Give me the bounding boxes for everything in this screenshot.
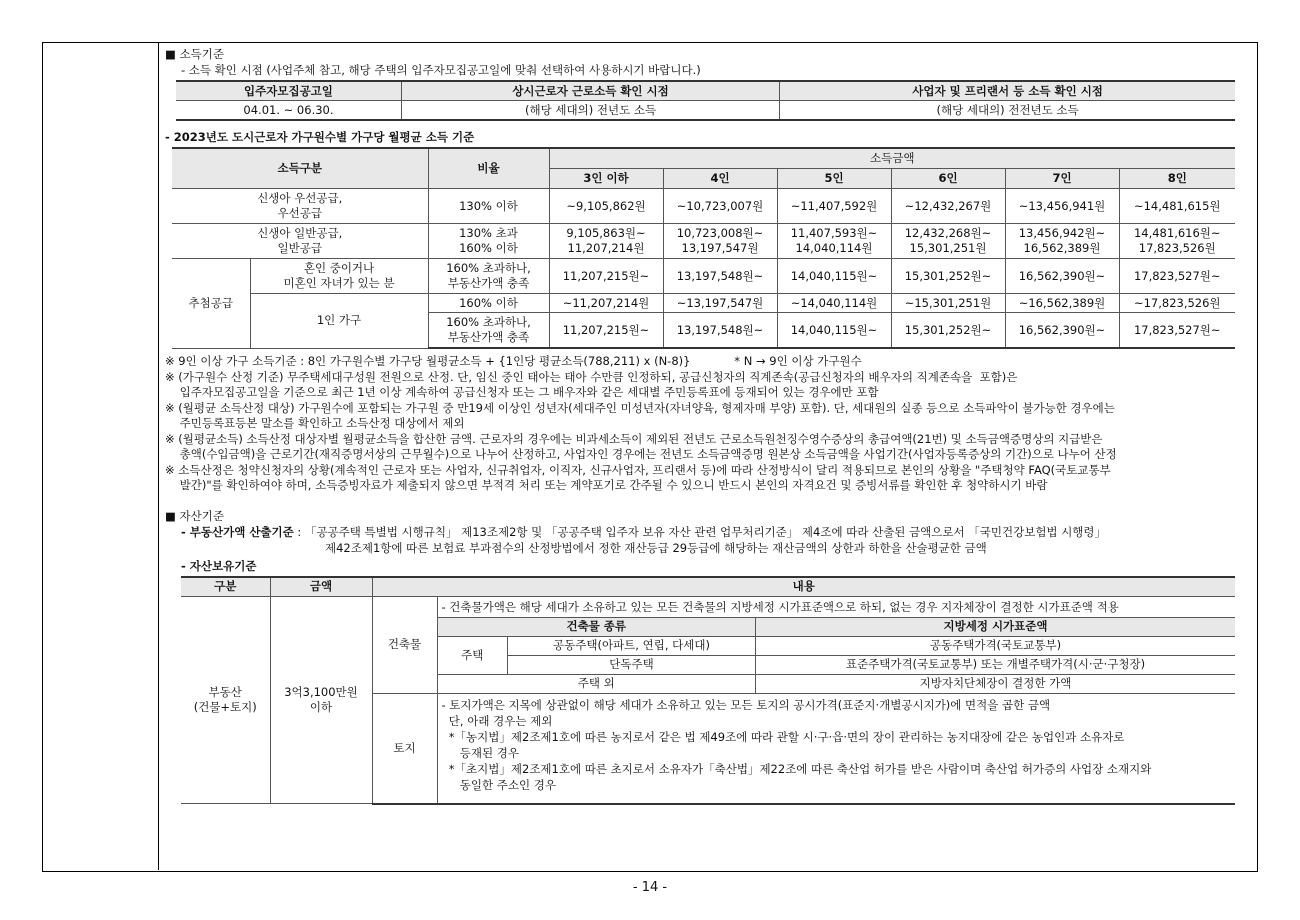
table-cell: 표준주택가격(국토교통부) 또는 개별주택가격(시·군·구청장) (756, 655, 1236, 674)
table-cell: ~11,207,214원 (549, 294, 663, 313)
timing-cell-business: (해당 세대의) 전전년도 소득 (780, 101, 1235, 121)
header-col-6: 6인 (891, 169, 1005, 189)
timing-header-business: 사업자 및 프리랜서 등 소득 확인 시점 (780, 81, 1235, 101)
row-priority-category: 신생아 우선공급, 우선공급 (172, 189, 428, 224)
note-line: ※ (가구원수 산정 기준) 무주택세대구성원 전원으로 산정. 단, 임신 중인 태아는 태아 수만큼 인정하되, 공급신청자의 직계존속(공급신청자의 배우자의 직계존속을 포함)은 (165, 369, 1018, 384)
note-line: ※ 소득산정은 청약신청자의 상황(계속적인 근로자 또는 사업자, 신규취업자, 이직자, 신규사업자, 프리랜서 등)에 따라 산정방식이 달리 적용되므로 본인의 상황을 "주택청약 FAQ(국토교통부 (165, 462, 1111, 477)
left-margin-divider (158, 42, 159, 870)
table-cell: 15,301,252원~ (891, 313, 1005, 349)
income-table-title: - 2023년도 도시근로자 가구원수별 가구당 월평균 소득 기준 (165, 130, 475, 144)
row-lottery-single: 1인 가구 (250, 294, 428, 349)
timing-cell-employee: (해당 세대의) 전년도 소득 (401, 101, 779, 121)
table-cell: 14,040,115원~ (777, 259, 891, 294)
asset-land-content (437, 693, 1235, 804)
table-cell: 14,481,616원~ 17,823,526원 (1119, 224, 1235, 259)
table-cell: ~12,432,267원 (891, 189, 1005, 224)
table-cell: 11,207,215원~ (549, 313, 663, 349)
income-timing-table (176, 80, 1235, 121)
table-cell: ~13,456,941원 (1005, 189, 1119, 224)
table-cell: 13,197,548원~ (663, 313, 777, 349)
table-cell: 주택 외 (438, 674, 756, 693)
header-col-5: 5인 (777, 169, 891, 189)
table-cell: ~14,040,114원 (777, 294, 891, 313)
header-col-7: 7인 (1005, 169, 1119, 189)
asset-header-category: 구분 (181, 577, 270, 597)
table-cell: ~11,407,592원 (777, 189, 891, 224)
note-line: ※ 9인 이상 가구 소득기준 : 8인 가구원수별 가구당 월평균소득 + {1인당 평균소득(788,211) x (N-8)} * N → 9인 이상 가구원수 (165, 354, 862, 368)
asset-hold-title: - 자산보유기준 (181, 558, 257, 573)
row-lottery-single-ratio2: 160% 초과하나, 부동산가액 충족 (428, 313, 549, 349)
income-timing-note: - 소득 확인 시점 (사업주체 참고, 해당 주택의 입주자모집공고일에 맞춰 선택하여 사용하시기 바랍니다.) (181, 63, 701, 77)
table-cell: 10,723,008원~ 13,197,547원 (663, 224, 777, 259)
table-cell: 11,407,593원~ 14,040,114원 (777, 224, 891, 259)
table-cell: 16,562,390원~ (1005, 259, 1119, 294)
row-lottery-category: 추첨공급 (172, 259, 250, 349)
header-income-amount: 소득금액 (549, 148, 1235, 169)
row-priority-ratio: 130% 이하 (428, 189, 549, 224)
asset-building-content (437, 596, 1235, 693)
row-lottery-single-ratio: 160% 이하 (428, 294, 549, 313)
note-line: 발간)"를 확인하여야 하며, 소득증빙자료가 제출되지 않으면 부적격 처리 또는 계약포기로 간주될 수 있으니 반드시 본인의 자격요건 및 증빙서류를 확인한 후 청약하시기 바람 (165, 478, 1048, 492)
land-line: - 토지가액은 지목에 상관없이 해당 세대가 소유하고 있는 모든 토지의 공시가격(표준지·개별공시지가)에 면적을 곱한 금액 (441, 697, 1051, 712)
table-cell: 12,432,268원~ 15,301,251원 (891, 224, 1005, 259)
asset-land-label: 토지 (372, 693, 437, 804)
header-col-8: 8인 (1119, 169, 1235, 189)
table-cell: 17,823,527원~ (1119, 313, 1235, 349)
header-col-4: 4인 (663, 169, 777, 189)
asset-category: 부동산 (건물+토지) (181, 596, 270, 804)
inner-house-label: 주택 (438, 636, 508, 674)
table-cell: 공동주택가격(국토교통부) (756, 636, 1236, 655)
timing-cell-period: 04.01. ~ 06.30. (176, 101, 401, 121)
asset-standard-table (181, 576, 1235, 805)
table-cell: 13,456,942원~ 16,562,389원 (1005, 224, 1119, 259)
table-cell: ~17,823,526원 (1119, 294, 1235, 313)
note-line: 총액(수입금액)을 근로기간(재직증명서상의 근무월수)으로 나누어 산정하고, 사업자인 경우에는 전년도 소득금액증명 원본상 소득금액을 사업기간(사업자등록증상의 기간)으로 나누어 산정 (165, 447, 1117, 461)
table-cell: ~14,481,615원 (1119, 189, 1235, 224)
row-general-category: 신생아 일반공급, 일반공급 (172, 224, 428, 259)
page-number: - 14 - (632, 880, 668, 895)
land-line: 동일한 주소인 경우 (441, 777, 556, 792)
table-cell: 15,301,252원~ (891, 259, 1005, 294)
table-cell: ~16,562,389원 (1005, 294, 1119, 313)
timing-header-employee: 상시근로자 근로소득 확인 시점 (401, 81, 779, 101)
inner-header-value: 지방세정 시가표준액 (756, 617, 1236, 636)
header-col-3: 3인 이하 (549, 169, 663, 189)
table-cell: 17,823,527원~ (1119, 259, 1235, 294)
table-cell: 지방자치단체장이 결정한 가액 (756, 674, 1236, 693)
note-line: 입주자모집공고일을 기준으로 최근 1년 이상 계속하여 공급신청자 또는 그 배우자와 같은 세대별 주민등록표에 등재되어 있는 경우에만 포함 (165, 385, 879, 399)
land-line: *「농지법」제2조제1호에 따른 농지로서 같은 법 제49조에 따라 관할 시·구·읍·면의 장이 관리하는 농지대장에 같은 농업인과 소유자로 (441, 729, 1125, 744)
table-cell: 단독주택 (508, 655, 756, 674)
asset-header-amount: 금액 (270, 577, 372, 597)
building-desc: - 건축물가액은 해당 세대가 소유하고 있는 모든 건축물의 지방세정 시가표준액으로 하되, 없는 경우 지자체장이 결정한 시가표준액 적용 (441, 599, 1119, 614)
income-heading: ■ 소득기준 (165, 47, 224, 61)
table-cell: 11,207,215원~ (549, 259, 663, 294)
table-cell: 13,197,548원~ (663, 259, 777, 294)
land-line: 단, 아래 경우는 제외 (441, 713, 553, 728)
asset-amount: 3억3,100만원 이하 (270, 596, 372, 804)
timing-header-announcement: 입주자모집공고일 (176, 81, 401, 101)
note-line: ※ (월평균소득) 소득산정 대상자별 월평균소득을 합산한 금액. 근로자의 경우에는 비과세소득이 제외된 전년도 근로소득원천징수영수증상의 총급여액(21번) 및 소득금액증명상의 지급받은 (165, 431, 1103, 446)
table-cell: ~9,105,862원 (549, 189, 663, 224)
table-cell: 14,040,115원~ (777, 313, 891, 349)
land-line: *「초지법」제2조제1호에 따른 초지로서 소유자가「축산법」제22조에 따른 축산업 허가를 받은 사람이며 축산업 허가증의 사업장 소재지와 (441, 761, 1152, 776)
row-lottery-married-ratio: 160% 초과하나, 부동산가액 충족 (428, 259, 549, 294)
asset-calc-line2: 제42조제1항에 따른 보험료 부과점수의 산정방법에서 정한 재산등급 29등급에 해당하는 재산금액의 상한과 하한을 산술평균한 금액 (325, 540, 987, 555)
inner-header-type: 건축물 종류 (438, 617, 756, 636)
table-cell: ~10,723,007원 (663, 189, 777, 224)
note-line: 주민등록표등본 말소를 확인하고 소득산정 대상에서 제외 (165, 416, 465, 430)
document-content (165, 46, 1245, 805)
land-line: 등재된 경우 (441, 745, 519, 760)
table-cell: ~15,301,251원 (891, 294, 1005, 313)
income-notes (165, 354, 1245, 494)
asset-building-label: 건축물 (372, 596, 437, 693)
table-cell: 16,562,390원~ (1005, 313, 1119, 349)
row-lottery-married: 혼인 중이거나 미혼인 자녀가 있는 분 (250, 259, 428, 294)
table-cell: ~13,197,547원 (663, 294, 777, 313)
asset-heading: ■ 자산기준 (165, 508, 224, 523)
header-ratio: 비율 (428, 148, 549, 189)
table-cell: 9,105,863원~ 11,207,214원 (549, 224, 663, 259)
note-line: ※ (월평균 소득산정 대상) 가구원수에 포함되는 가구원 중 만19세 이상인 성년자(세대주인 미성년자(자녀양육, 형제자매 부양) 포함). 단, 세대원의 실종 등으로 소득파악이 불가능한 경우에는 (165, 400, 1115, 415)
asset-calc-line1: - 부동산가액 산출기준 : 「공공주택 특별법 시행규칙」 제13조제2항 및 「공공주택 입주자 보유 자산 관련 업무처리기준」 제4조에 따라 산출된 금액으로서 「국민건강보험법 시행령」 (181, 524, 1107, 539)
asset-header-content: 내용 (372, 577, 1235, 597)
building-type-table (438, 617, 1236, 693)
row-general-ratio: 130% 초과 160% 이하 (428, 224, 549, 259)
income-standard-table (172, 147, 1235, 349)
header-income-category: 소득구분 (172, 148, 428, 189)
table-cell: 공동주택(아파트, 연립, 다세대) (508, 636, 756, 655)
